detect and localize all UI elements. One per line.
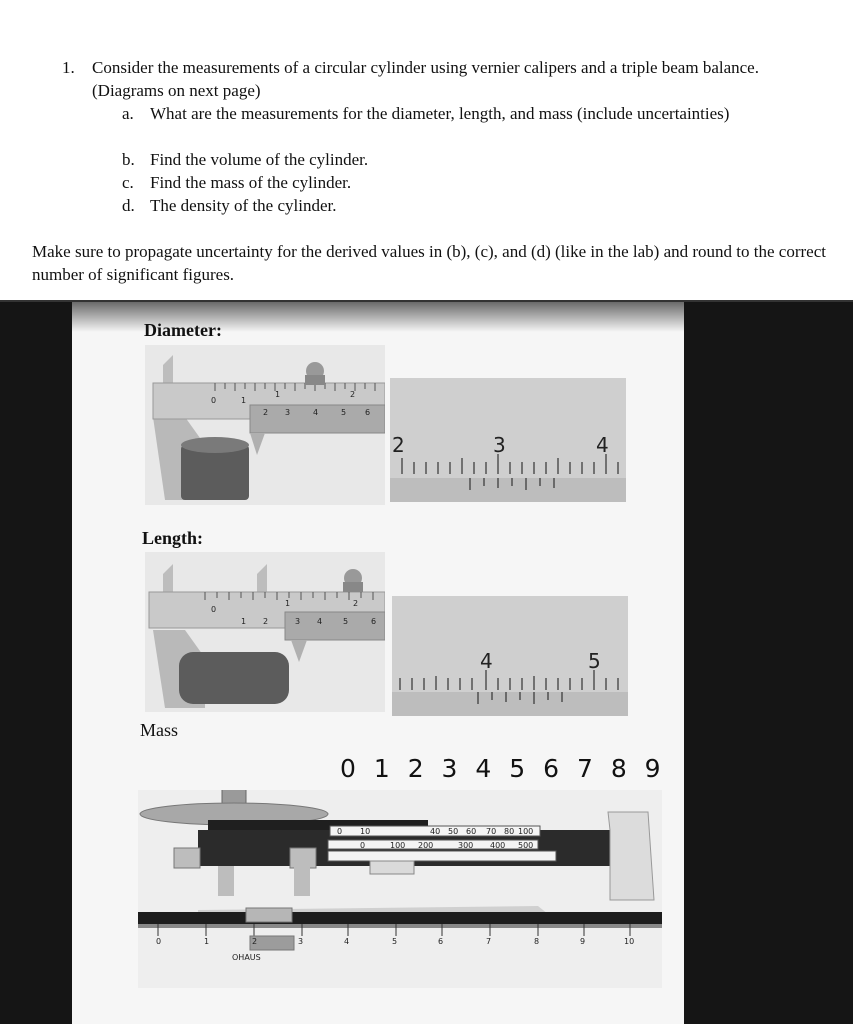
beam-top-label: 0 — [337, 827, 343, 836]
caliper-small-digit: 2 — [353, 599, 359, 608]
length-label: Length: — [142, 528, 204, 548]
caliper-small-digit: 1 — [275, 390, 281, 399]
question-page — [0, 0, 853, 302]
base-scale-label: 4 — [344, 937, 350, 946]
beam-top-label: 50 — [448, 827, 459, 836]
caliper-digit: 5 — [343, 617, 349, 626]
caliper-digit: 6 — [371, 617, 377, 626]
beam-top-label: 10 — [360, 827, 371, 836]
part-text: What are the measurements for the diameter, length, and mass (include uncertainties) — [150, 104, 730, 123]
base-scale-label: 7 — [486, 937, 492, 946]
dark-margin-right — [684, 302, 853, 1024]
base-scale-label: 10 — [624, 937, 635, 946]
part-letter: d. — [122, 196, 135, 215]
beam-top-label: 40 — [430, 827, 441, 836]
zoom-number: 5 — [588, 649, 601, 673]
beam-mid-label: 300 — [458, 841, 474, 850]
base-scale-label: 8 — [534, 937, 540, 946]
part-letter: c. — [122, 173, 134, 192]
caliper-digit: 3 — [295, 617, 301, 626]
mass-label: Mass — [140, 720, 179, 740]
brand-label: OHAUS — [232, 953, 261, 962]
part-text: The density of the cylinder. — [150, 196, 337, 215]
question-number: 1. — [62, 58, 75, 77]
zoom-number: 4 — [480, 649, 493, 673]
beam-mid-label: 0 — [360, 841, 366, 850]
base-scale-label: 1 — [204, 937, 210, 946]
diameter-zoom-scale — [390, 378, 626, 502]
part-text: Find the volume of the cylinder. — [150, 150, 369, 169]
beam-top-label: 60 — [466, 827, 477, 836]
beam-mid-label: 100 — [390, 841, 406, 850]
caliper-digit: 5 — [341, 408, 347, 417]
instructions-note: Make sure to propagate uncertainty for the derived values in (b), (c), and (d) (like in the lab) and round to the correct number of significant figures. — [32, 242, 826, 284]
beam-top-label: 100 — [518, 827, 534, 836]
beam-digit-scale: 0 1 2 3 4 5 6 7 8 9 — [340, 754, 666, 783]
part-text: Find the mass of the cylinder. — [150, 173, 352, 192]
zoom-number: 3 — [493, 433, 506, 457]
caliper-digit: 0 — [211, 396, 217, 405]
zoom-number: 4 — [596, 433, 609, 457]
zoom-number: 2 — [392, 433, 405, 457]
diameter-caliper — [145, 345, 385, 505]
base-scale-label: 6 — [438, 937, 444, 946]
diameter-label: Diameter: — [144, 320, 222, 340]
caliper-digit: 1 — [241, 617, 247, 626]
base-scale-label: 0 — [156, 937, 162, 946]
caliper-digit: 3 — [285, 408, 291, 417]
base-scale-label: 5 — [392, 937, 398, 946]
triple-beam-balance — [138, 790, 662, 988]
part-letter: a. — [122, 104, 134, 123]
base-scale-label: 3 — [298, 937, 304, 946]
length-caliper — [145, 552, 385, 712]
caliper-digit: 1 — [241, 396, 247, 405]
base-scale-label: 9 — [580, 937, 586, 946]
beam-top-label: 70 — [486, 827, 497, 836]
base-scale-label: 2 — [252, 937, 258, 946]
part-letter: b. — [122, 150, 135, 169]
beam-top-label: 80 — [504, 827, 515, 836]
caliper-digit: 4 — [317, 617, 323, 626]
beam-mid-label: 500 — [518, 841, 534, 850]
caliper-digit: 0 — [211, 605, 217, 614]
caliper-small-digit: 2 — [350, 390, 356, 399]
beam-mid-label: 200 — [418, 841, 434, 850]
beam-mid-label: 400 — [490, 841, 506, 850]
caliper-digit: 4 — [313, 408, 319, 417]
caliper-digit: 2 — [263, 617, 269, 626]
dark-margin-left — [0, 302, 72, 1024]
caliper-digit: 6 — [365, 408, 371, 417]
question-text: Consider the measurements of a circular cylinder using vernier calipers and a triple beam balance. (Diagrams on next page) — [92, 58, 759, 100]
length-zoom-scale — [392, 596, 628, 716]
caliper-small-digit: 1 — [285, 599, 291, 608]
caliper-digit: 2 — [263, 408, 269, 417]
